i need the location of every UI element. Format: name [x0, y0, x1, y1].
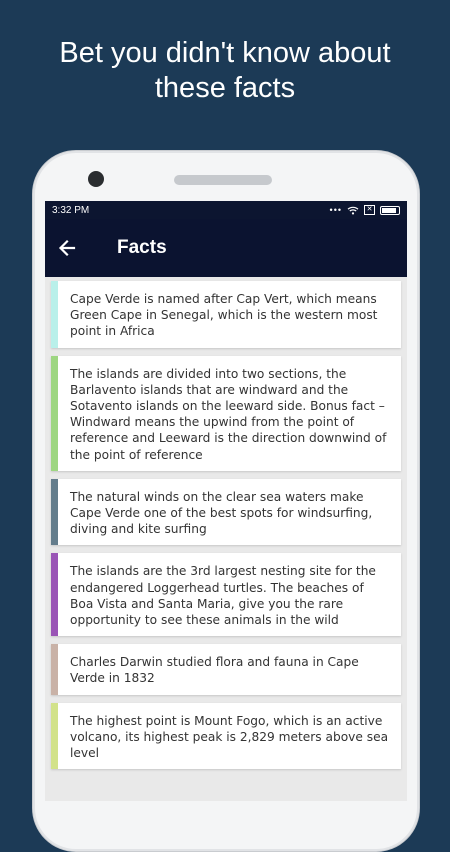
fact-card[interactable] [51, 644, 401, 694]
fact-accent-bar [51, 644, 58, 694]
fact-accent-bar [51, 703, 58, 770]
camera-icon [88, 171, 104, 187]
arrow-left-icon [57, 238, 77, 258]
fact-card[interactable] [51, 356, 401, 471]
back-button[interactable] [57, 238, 105, 258]
fact-text: Cape Verde is named after Cap Vert, which means Green Cape in Senegal, which is the western most point in Africa [70, 292, 378, 339]
fact-card[interactable] [51, 479, 401, 546]
fact-text: The natural winds on the clear sea waters make Cape Verde one of the best spots for windsurfing, diving and kite surfing [70, 489, 373, 537]
fact-accent-bar [51, 553, 58, 636]
fact-accent-bar [51, 356, 58, 471]
promo-title-line-1: Bet you didn't know about [59, 37, 391, 69]
status-time: 3:32 PM [52, 204, 90, 216]
status-icons [330, 205, 400, 215]
phone-screen [45, 201, 407, 801]
app-title: Facts [117, 237, 167, 258]
fact-accent-bar [51, 281, 58, 348]
facts-list[interactable] [45, 277, 407, 769]
status-bar [45, 201, 407, 219]
fact-text: Charles Darwin studied flora and fauna in Cape Verde in 1832 [70, 655, 359, 686]
more-dots-icon: ••• [329, 205, 342, 215]
fact-card[interactable] [51, 281, 401, 348]
fact-card[interactable] [51, 703, 401, 770]
promo-title-line-2: these facts [154, 72, 296, 104]
fact-text: The islands are the 3rd largest nesting site for the endangered Loggerhead turtles. The beaches of Boa Vista and Santa Maria, give you the rare opportunity to see these animals in the wild [70, 564, 376, 628]
app-bar [45, 219, 407, 277]
speaker-grille [174, 175, 272, 185]
fact-card[interactable] [51, 553, 401, 636]
sim-icon: ✕ [364, 205, 375, 215]
wifi-icon [347, 206, 359, 215]
battery-icon [380, 206, 400, 215]
fact-text: The highest point is Mount Fogo, which is an active volcano, its highest peak is 2,829 meters above sea level [70, 713, 389, 761]
fact-accent-bar [51, 479, 58, 546]
fact-text: The islands are divided into two sections, the Barlavento islands that are windward and the Sotavento islands on the leeward side. Bonus fact – Windward means the upwind from the point of reference and Leeward is the direction downwind of the point of reference [70, 366, 387, 462]
promo-title [0, 36, 450, 106]
